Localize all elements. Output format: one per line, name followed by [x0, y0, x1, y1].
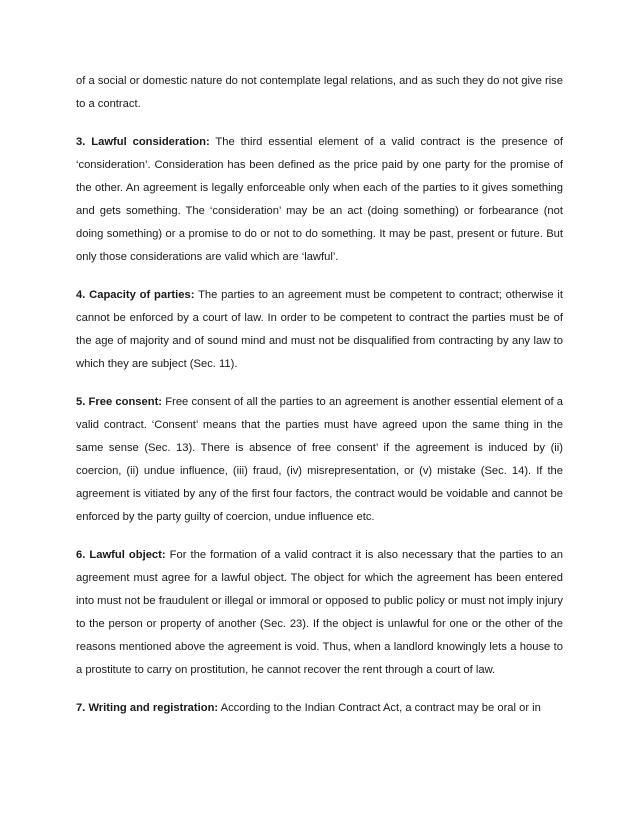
- paragraph-text: The third essential element of a valid contract is the presence of ‘consideration’. Consideration has been defined as the price paid by one party for the promise of the other. An agreement is legally enforceable only when each of the parties to it gives something and gets something. The ‘consideration’ may be an act (doing something) or forbearance (not doing something) or a promise to do or not to do something. It may be past, present or future. But only those considerations are valid which are ‘lawful’.: [76, 136, 563, 263]
- paragraph-text: The parties to an agreement must be competent to contract; otherwise it cannot be enforced by a court of law. In order to be competent to contract the parties must be of the age of majority and of sound mind and must not be disqualified from contracting by any law to which they are subject (Sec. 11).: [76, 289, 563, 370]
- paragraph-capacity-of-parties: [76, 284, 563, 376]
- paragraph-heading: 5. Free consent:: [76, 396, 163, 408]
- paragraph-text: Free consent of all the parties to an agreement is another essential element of a valid contract. ‘Consent’ means that the parties must have agreed upon the same thing in the same sense (Sec. 13). There is absence of free consent’ if the agreement is induced by (ii) coercion, (ii) undue influence, (iii) fraud, (iv) misrepresentation, or (v) mistake (Sec. 14). If the agreement is vitiated by any of the first four factors, the contract would be voidable and cannot be enforced by the party guilty of coercion, undue influence etc.: [76, 396, 563, 523]
- paragraph-heading: 6. Lawful object:: [76, 549, 166, 561]
- paragraph-free-consent: [76, 391, 563, 529]
- paragraph-writing-and-registration: [76, 697, 563, 720]
- paragraph-lawful-object: [76, 544, 563, 682]
- paragraph-text: According to the Indian Contract Act, a contract may be oral or in: [218, 702, 541, 714]
- paragraph-lawful-consideration: [76, 131, 563, 269]
- paragraph-text: of a social or domestic nature do not contemplate legal relations, and as such they do not give rise to a contract.: [76, 75, 563, 110]
- paragraph-text: For the formation of a valid contract it is also necessary that the parties to an agreement must agree for a lawful object. The object for which the agreement has been entered into must not be fraudulent or illegal or immoral or opposed to public policy or must not imply injury to the person or property of another (Sec. 23). If the object is unlawful for one or the other of the reasons mentioned above the agreement is void. Thus, when a landlord knowingly lets a house to a prostitute to carry on prostitution, he cannot recover the rent through a court of law.: [76, 549, 563, 676]
- paragraph-heading: 7. Writing and registration:: [76, 702, 219, 714]
- document-body: [76, 70, 563, 735]
- paragraph-continuation: [76, 70, 563, 116]
- paragraph-heading: 4. Capacity of parties:: [76, 289, 195, 301]
- paragraph-heading: 3. Lawful consideration:: [76, 136, 210, 148]
